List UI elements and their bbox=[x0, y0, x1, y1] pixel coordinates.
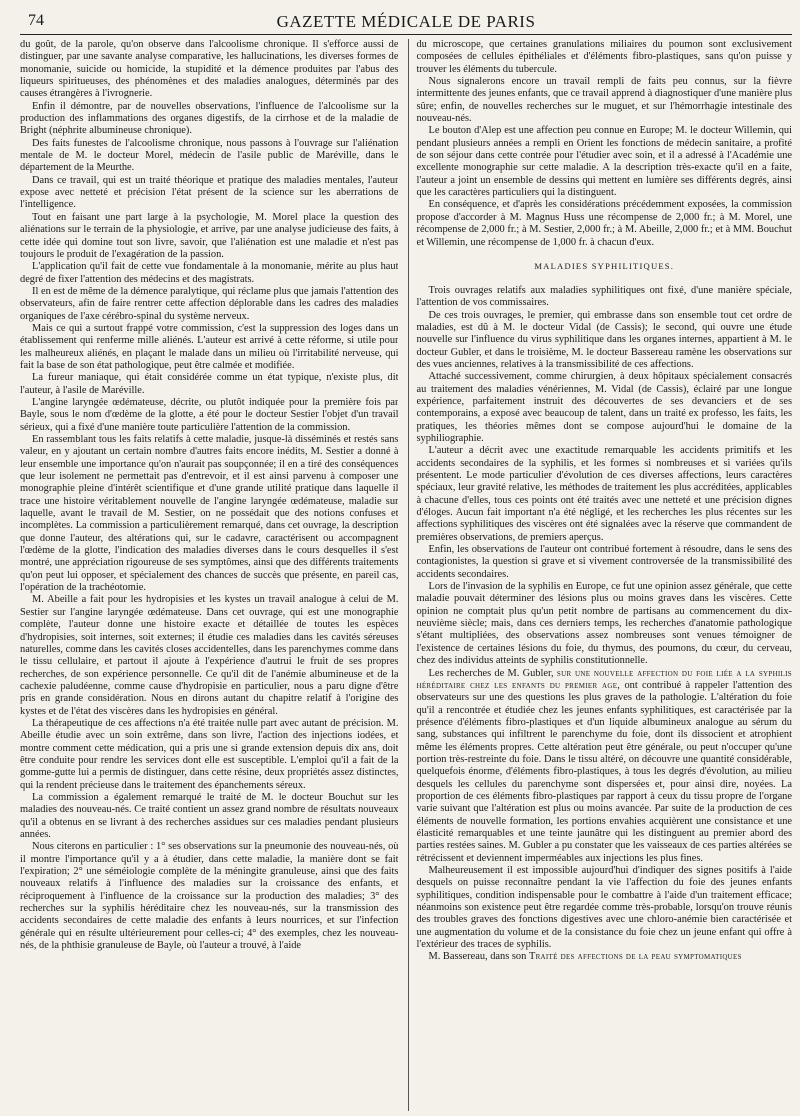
paragraph: La thérapeutique de ces affections n'a été traitée nulle part avec autant de précision. M. Abeille étudie avec un soin extrême, dans son livre, l'action des injections iodées, et montre comment cette médication, qui a pris une si grande extension depuis dix ans, doit être conduite pour rendre les services dont elle est susceptible. L'emploi qu'il a fait de la gomme-gutte lui a permis de distinguer, dans cette résine, deux propriétés assez distinctes, qui la rendent précieuse dans le traitement des épanchements séreux. bbox=[20, 717, 399, 791]
work-title: sur une nouvelle affection du foie liée a la syphilis héréditaire chez les enfants du premier age, bbox=[416, 667, 792, 691]
paragraph: En rassemblant tous les faits relatifs à cette maladie, jusque-là disséminés et restés sans valeur, en y ajoutant un certain nombre d'autres faits encore inédits, M. Sestier a donné à leur ensemble une importance qu'on n'aurait pas soupçonnée; il en a tiré des conséquences que leur isolement ne permettait pas d'entrevoir, et il est ainsi parvenu à composer une monographie pleine d'intérêt scientifique et d'une grande utilité pratique dans laquelle il trace une histoire véritablement nouvelle de l'angine laryngée œdémateuse, maladie sur laquelle, avant le travail de M. Sestier, on ne possédait que des notions confuses et incomplètes. La commission a particulièrement remarqué, dans cet ouvrage, la description que donne l'auteur, des altérations qui, sur le cadavre, caractérisent ou accompagnent l'œdème de la glotte, l'indication des maladies diverses dans le cours desquelles il s'est montré, une appréciation rigoureuse de ses symptômes, ainsi que des différents traitements qu'on peut lui opposer, et spécialement des chances de succès que présente, en pareil cas, l'opération de la trachéotomie. bbox=[20, 434, 399, 594]
paragraph: La fureur maniaque, qui était considérée comme un état typique, n'existe plus, dit l'auteur, à l'asile de Maréville. bbox=[20, 372, 399, 396]
paragraph: L'application qu'il fait de cette vue fondamentale à la monomanie, mérite au plus haut degré de fixer l'attention des médecins et des magistrats. bbox=[20, 261, 399, 285]
paragraph: Le bouton d'Alep est une affection peu connue en Europe; M. le docteur Willemin, qui pendant plusieurs années a rempli en Orient les fonctions de médecin sanitaire, a profité de son séjour dans cette contrée pour l'étudier avec soin, et il a adressé à l'Académie une excellente monographie sur cette maladie. A la description très-exacte qu'il en a faite, l'auteur a joint un ensemble de dessins qui mettent en lumière ses différents degrés, ainsi que les caractères particuliers qui la distinguent. bbox=[416, 125, 792, 199]
paragraph: du microscope, que certaines granulations miliaires du poumon sont exclusivement composées de cellules épithéliales et d'éléments fibro-plastiques, sans qu'on puisse y trouver les éléments du tubercule. bbox=[416, 39, 792, 75]
paragraph: Lors de l'invasion de la syphilis en Europe, ce fut une opinion assez générale, que cette maladie pouvait déterminer des lésions plus ou moins graves dans les viscères. Cette opinion ne comptait plus qu'un petit nombre de partisans au commencement du dix-neuvième siècle; mais, dans ces derniers temps, les recherches d'anatomie pathologique s'étant multipliées, des observations assez nombreuses sont venues témoigner de l'existence de certaines lésions du foie, du thymus, des poumons, du cœur, du cerveau, chez des individus atteints de syphilis constitutionnelle. bbox=[416, 581, 792, 667]
paragraph: Des faits funestes de l'alcoolisme chronique, nous passons à l'ouvrage sur l'aliénation mentale de M. le docteur Morel, médecin de l'asile public de Maréville, dans le département de la Meurthe. bbox=[20, 137, 399, 174]
page-header bbox=[20, 6, 792, 35]
paragraph: Malheureusement il est impossible aujourd'hui d'indiquer des signes positifs à l'aide desquels on puisse reconnaître pendant la vie l'affection du foie des jeunes enfants syphilitiques, condition indispensable pour le combattre à l'aide d'un traitement efficace; néanmoins son existence peut être regardée comme très-probable, lorsqu'on trouve réunis des troubles graves des fonctions digestives avec une chloro-anémie bien caractérisée et une augmentation du volume et de la consistance du foie chez un jeune enfant qui offre à l'extérieur des traces de syphilis. bbox=[416, 865, 792, 951]
paragraph: Mais ce qui a surtout frappé votre commission, c'est la suppression des loges dans un établissement qui renferme mille aliénés. L'auteur est arrivé à cette réforme, si utile pour les malheureux aliénés, en plaçant le malade dans un milieu où l'irritabilité nerveuse, qui fait la base de son état pathologique, peut être calmée et modifiée. bbox=[20, 322, 399, 371]
right-column bbox=[408, 39, 792, 1111]
paragraph: De ces trois ouvrages, le premier, qui embrasse dans son ensemble tout cet ordre de maladies, est dû à M. le docteur Vidal (de Cassis); le second, qui ouvre une étude nouvelle sur l'influence du virus syphilitique dans les organes internes, appartient à M. le docteur Gubler, et dans le troisième, M. le docteur Bassereau ramène les observations sur des vues anciennes, relatives à la transmissibilité de ces affections. bbox=[416, 309, 792, 370]
paragraph: Nous signalerons encore un travail rempli de faits peu connus, sur la fièvre intermittente des jeunes enfants, que ce travail apprend à diagnostiquer d'une manière plus sûre; enfin, de nouvelles recherches sur le muguet, et sur l'hémorrhagie intestinale des nouveau-nés. bbox=[416, 76, 792, 125]
paragraph: Nous citerons en particulier : 1° ses observations sur la pneumonie des nouveau-nés, où il montre l'importance qu'il y a à étudier, dans cette maladie, la manière dont se fait l'expiration; 2° une séméiologie complète de la méningite granuleuse, ainsi que des faits nouveaux relatifs à l'influence des maladies sur la croissance des enfants, et réciproquement à l'influence de la croissance sur la production des maladies; 3° des recherches sur la syphilis héréditaire chez les nouveau-nés, sur la transmission des accidents secondaires de cette maladie des enfants à leurs nourrices, et sur l'infection générale qui en résulte ultérieurement pour celles-ci; 4° des exemples, chez les nouveau-nés, de la phthisie granuleuse de Bayle, où l'auteur a trouvé, à l'aide bbox=[20, 841, 399, 952]
work-title: Traité des affections de la peau symptomatiques bbox=[528, 951, 742, 963]
paragraph: Dans ce travail, qui est un traité théorique et pratique des maladies mentales, l'auteur expose avec netteté et précision l'état présent de la science sur les aberrations de l'intelligence. bbox=[20, 174, 399, 211]
paragraph: du goût, de la parole, qu'on observe dans l'alcoolisme chronique. Il s'efforce aussi de distinguer, par une savante analyse comparative, les hallucinations, les diverses formes de monomanie, suicide ou homicide, la stupidité et la démence produites par l'abus des liqueurs spiritueuses, des phénomènes et des maladies analogues, déterminés par des causes étrangères à l'ivrognerie. bbox=[20, 39, 399, 100]
paragraph-lead: M. Bassereau, dans son bbox=[428, 951, 527, 963]
paragraph: En conséquence, et d'après les considérations précédemment exposées, la commission propose d'accorder à M. Magnus Huss une récompense de 2,000 fr.; à M. Morel, une récompense de 2,000 fr.; à M. Sestier, 2,000 fr.; à M. Abeille, 2,000 fr.; et à MM. Bouchut et Willemin, une récompense de 1,000 fr. à chacun d'eux. bbox=[416, 199, 792, 248]
paragraph bbox=[416, 951, 792, 963]
journal-title: GAZETTE MÉDICALE DE PARIS bbox=[276, 12, 536, 31]
paragraph: M. Abeille a fait pour les hydropisies et les kystes un travail analogue à celui de M. Sestier sur l'angine laryngée œdémateuse. Dans cet ouvrage, qui est une monographie complète, l'auteur donne une histoire exacte et détaillée de toutes les espèces d'hydropisies, soit internes, soit externes; il étudie ces maladies dans les cavités séreuses naturelles, comme dans les cavités closes accidentelles, dans les parenchymes comme dans le tissu cellulaire, et partout il ajoute à l'expérience d'autrui le fruit de ses propres recherches, de son expérience personnelle. Ce qu'il dit de l'anémie albumineuse et de la cachexie paludéenne, comme cause d'hydropisie en particulier, nous a paru digne d'être pris en grande considération. Nous en dirons autant du chapitre relatif à l'origine des kystes et de l'état des viscères dans les hydropisies en général. bbox=[20, 594, 399, 717]
paragraph: L'angine laryngée œdémateuse, décrite, ou plutôt indiquée pour la première fois par Bayle, sous le nom d'œdème de la glotte, a été pour le docteur Sestier l'objet d'un travail sérieux, qui a fixé d'une manière toute particulière l'attention de la commission. bbox=[20, 396, 399, 433]
article-columns bbox=[20, 39, 792, 1111]
paragraph: Attaché successivement, comme chirurgien, à deux hôpitaux spécialement consacrés au traitement des maladies vénériennes, M. Vidal (de Cassis), éclairé par une longue expérience, parfaitement instruit des découvertes de ses devanciers et de ses contemporains, a exposé avec beaucoup de talent, dans un traité ex professo, les faits, les pratiques, les théories mêmes dont se compose aujourd'hui le domaine de la syphiliographie. bbox=[416, 371, 792, 444]
paragraph: Trois ouvrages relatifs aux maladies syphilitiques ont fixé, d'une manière spéciale, l'attention de vos commissaires. bbox=[416, 284, 792, 309]
paragraph: La commission a également remarqué le traité de M. le docteur Bouchut sur les maladies des nouveau-nés. Ce traité contient un assez grand nombre de résultats nouveaux qu'il a obtenus en se livrant à des recherches assidues sur ces maladies pendant plusieurs années. bbox=[20, 791, 399, 840]
paragraph-body: ont contribué à rappeler l'attention des observateurs sur une des questions les plus graves de la pathologie. L'altération du foie qu'il a rencontrée et étudiée chez les jeunes enfants syphilitiques, est caractérisée par la présence d'éléments fibro-plastiques et d'un liquide albumineux analogue au sérum du sang, substances qui infiltrent le parenchyme du foie, dont ils dissocient et atrophient même les éléments propres. Cette altération peut être générale, ou peut n'occuper qu'une portion très-restreinte du foie. Dans le tissu altéré, on découvre une quantité considérable, quelquefois énorme, d'éléments fibro-plastiques, à tous les degrés d'évolution, au milieu desquels les cellules du parenchyme sont dispersées et, pour ainsi dire, noyées. La proportion de ces éléments fibro-plastiques par rapport à ceux du tissu propre de l'organe varie suivant que l'altération est plus ou moins avancée. Par suite de la production de ces éléments de nouvelle formation, les portions envahies acquièrent une consistance et une élasticité remarquables et une teinte jaunâtre qui les distinguent au premier abord des parties restées saines. M. Gubler a pu constater que les vaisseaux de ces parties altérées se rétrécissent et deviennent imperméables aux injections les plus fines. bbox=[416, 679, 792, 864]
paragraph: L'auteur a décrit avec une exactitude remarquable les accidents primitifs et les accidents secondaires de la syphilis, et les formes si nombreuses et si variées qu'ils présentent. Le mode particulier d'évolution de ces diverses affections, leurs caractères spéciaux, leur gravité relative, les méthodes de traitement les plus accréditées, applicables à chacune d'elles, tous ces points ont été traités avec une netteté et une précision dignes d'éloges. Aucun fait important n'a été négligé, et les recherches les plus récentes sur les affections syphilitiques des viscères ont été signalées avec la réserve que commandent de premières observations, de premiers aperçus. bbox=[416, 445, 792, 543]
paragraph: Tout en faisant une part large à la psychologie, M. Morel place la question des aliénations sur le terrain de la physiologie, et arrive, par une analyse judicieuse des faits, à cette idée qui domine tout son livre, savoir, que l'aliénation est une maladie et n'est pas toujours le produit de l'exagération de la passion. bbox=[20, 211, 399, 260]
left-column bbox=[20, 39, 398, 1111]
paragraph-lead: Les recherches de M. Gubler, bbox=[428, 667, 554, 679]
paragraph: Il en est de même de la démence paralytique, qui réclame plus que jamais l'attention des observateurs, afin de faire rentrer cette affection déplorable dans les cadres des maladies organiques de l'axe cérébro-spinal du système nerveux. bbox=[20, 285, 399, 322]
paragraph: Enfin, les observations de l'auteur ont contribué fortement à résoudre, dans le sens des contagionistes, la question si grave et si vivement controversée de la transmissibilité des accidents secondaires. bbox=[416, 544, 792, 580]
paragraph bbox=[416, 668, 792, 866]
section-heading: MALADIES SYPHILITIQUES. bbox=[534, 260, 675, 271]
page-number: 74 bbox=[28, 12, 44, 29]
paragraph: Enfin il démontre, par de nouvelles observations, l'influence de l'alcoolisme sur la production des inflammations des organes digestifs, de la cirrhose et de la maladie de Bright (néphrite albumineuse chronique). bbox=[20, 100, 399, 137]
